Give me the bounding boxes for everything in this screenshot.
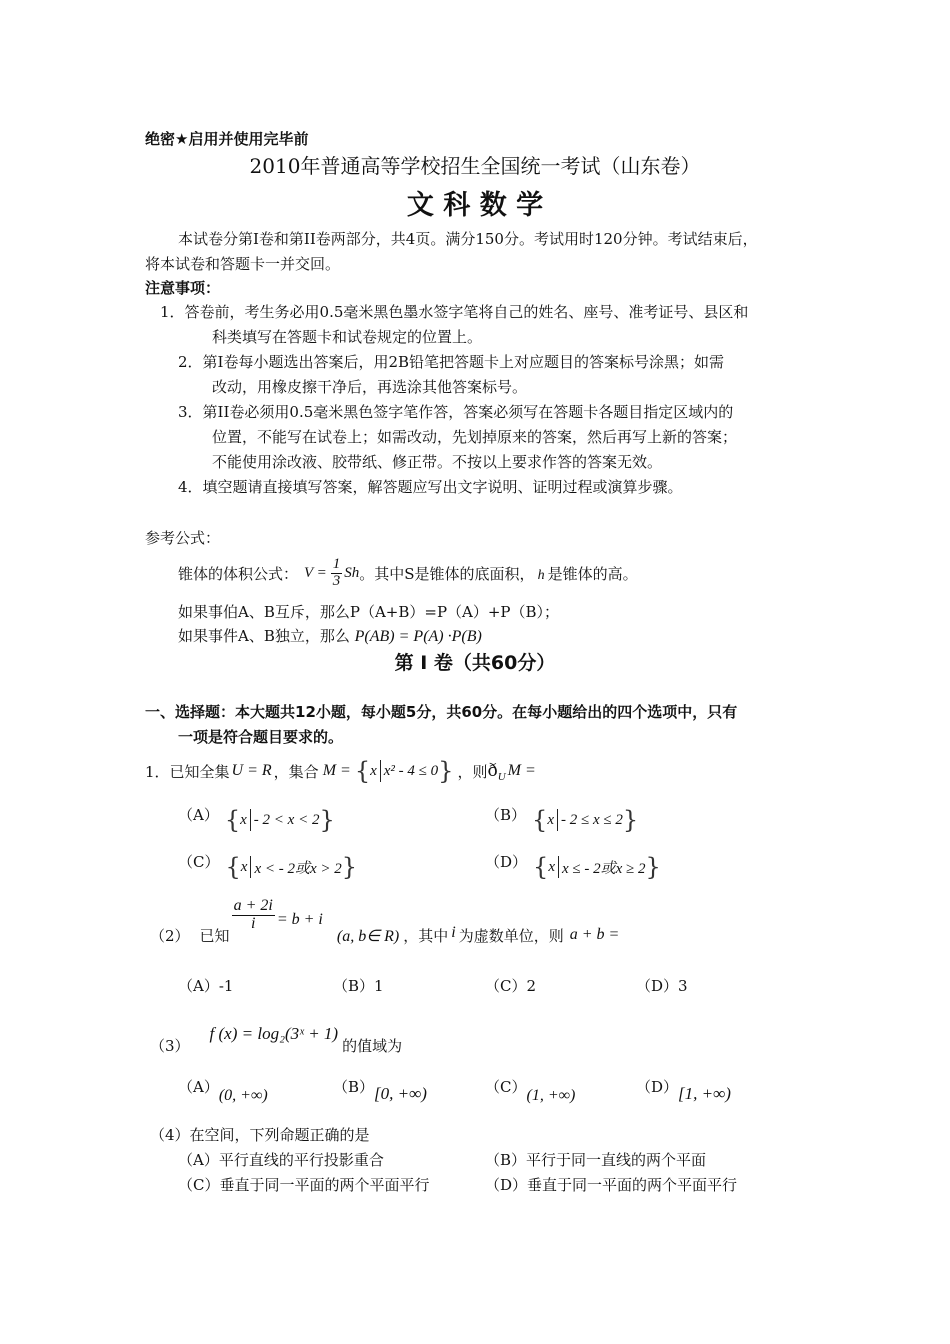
notes-heading: 注意事项： — [145, 279, 221, 297]
intro-line-2: 将本试卷和答题卡一并交回。 — [145, 255, 341, 273]
right-brace-icon: } — [645, 853, 661, 881]
question-4-stem: （4）在空间，下列命题正确的是 — [150, 1126, 370, 1144]
option-value: 3 — [678, 977, 688, 995]
q2-label: （2） — [150, 927, 190, 945]
option-label: （D） — [636, 1078, 679, 1096]
q2-equals: = b + i — [276, 911, 323, 928]
option-condition: x < - 2或x > 2 — [254, 860, 342, 877]
indep-prefix: 如果事件A、B独立，那么 — [178, 627, 350, 645]
q4-option-d[interactable] — [485, 1174, 737, 1195]
q2-ask: a + b = — [569, 926, 620, 943]
q1-option-d[interactable] — [485, 852, 661, 882]
q1-mid: ，集合 — [273, 762, 319, 781]
q2-imag-unit: i — [451, 924, 456, 941]
note-4: 4．填空题请直接填写答案，解答题应写出文字说明、证明过程或演算步骤。 — [178, 478, 683, 496]
q1-option-b[interactable] — [485, 805, 638, 835]
q2-option-c[interactable] — [485, 975, 536, 996]
option-value: 1 — [374, 977, 384, 995]
option-x: x — [548, 858, 555, 875]
note-1-line-2: 科类填写在答题卡和试卷规定的位置上。 — [212, 328, 483, 346]
q2-denominator: i — [250, 914, 256, 932]
option-label: （D） — [485, 1176, 528, 1194]
option-value: [0, +∞) — [374, 1084, 427, 1103]
set-bar-icon — [557, 809, 558, 831]
exclusive-events-formula: 如果事伯A、B互斥，那么P（A+B）=P（A）+P（B）； — [178, 603, 560, 621]
option-x: x — [547, 811, 554, 828]
q4-option-c[interactable] — [178, 1174, 430, 1195]
cone-suffix-a: 。其中S是锥体的底面积， — [359, 564, 535, 583]
cone-sh: Sh — [344, 564, 360, 581]
option-value: -1 — [218, 977, 234, 995]
right-brace-icon: } — [341, 853, 358, 881]
cone-prefix: 锥体的体积公式： — [178, 564, 299, 583]
option-label: （A） — [178, 977, 219, 995]
complement-subscript: U — [497, 771, 506, 783]
q1-universal-set: U = R — [231, 762, 272, 779]
fraction-numerator: 1 — [332, 555, 341, 572]
right-brace-icon: } — [438, 757, 454, 785]
left-brace-icon: { — [225, 853, 241, 881]
independent-events-formula — [178, 625, 482, 646]
q3-option-a[interactable] — [178, 1076, 268, 1110]
right-brace-icon: } — [319, 806, 335, 834]
option-label: （B） — [485, 805, 527, 824]
set-bar-icon — [250, 856, 251, 878]
option-label: （B） — [333, 977, 375, 995]
note-3-line-2: 位置，不能写在试卷上；如需改动，先划掉原来的答案，然后再写上新的答案； — [212, 428, 738, 446]
q4-option-a[interactable] — [178, 1149, 384, 1170]
q1-option-c[interactable] — [178, 852, 357, 882]
left-brace-icon: { — [533, 853, 549, 881]
q1-x: x — [370, 762, 377, 779]
q3-label: （3） — [150, 1037, 190, 1055]
option-value: 2 — [526, 977, 537, 995]
question-3-stem — [150, 1024, 402, 1058]
option-label: （D） — [636, 977, 679, 995]
q2-fraction — [232, 898, 275, 933]
option-condition: - 2 ≤ x ≤ 2 — [560, 811, 623, 828]
q2-known: 已知 — [199, 927, 230, 945]
q3-option-b[interactable] — [333, 1076, 427, 1110]
option-text: 垂直于同一平面的两个平面平行 — [219, 1176, 430, 1194]
part-one-title: 第 Ⅰ 卷（共60分） — [394, 652, 556, 674]
subject-title: 文 科 数 学 — [406, 190, 544, 221]
q2-tail: 为虚数单位，则 — [458, 927, 564, 945]
exam-title: 2010年普通高等学校招生全国统一考试（山东卷） — [249, 154, 701, 178]
cone-v: V = — [304, 564, 327, 581]
cone-volume-formula — [178, 552, 638, 594]
q2-option-d[interactable] — [636, 975, 688, 996]
right-brace-icon: } — [622, 806, 639, 834]
q2-domain: (a, b∈ R) — [336, 928, 400, 945]
q2-mid: ，其中 — [403, 927, 449, 945]
option-value: (1, +∞) — [526, 1087, 576, 1104]
cone-h: h — [537, 568, 545, 583]
left-brace-icon: { — [224, 806, 241, 834]
section-instructions-line-1: 一、选择题：本大题共12小题，每小题5分，共60分。在每小题给出的四个选项中，只有 — [145, 703, 738, 721]
secret-notice: 绝密★启用并使用完毕前 — [145, 130, 309, 148]
option-label: （A） — [178, 1078, 219, 1096]
option-label: （D） — [485, 852, 528, 871]
q2-numerator: a + 2i — [233, 897, 273, 914]
q3-function: f (x) = log₂(3ˣ + 1) — [209, 1024, 339, 1043]
q1-m2: M = — [507, 762, 536, 779]
note-2-line-2: 改动，用橡皮擦干净后，再选涂其他答案标号。 — [212, 378, 528, 396]
section-instructions-line-2: 一项是符合题目要求的。 — [178, 728, 344, 746]
note-1-line-1: 1．答卷前，考生务必用0.5毫米黑色墨水签字笔将自己的姓名、座号、准考证号、县区和 — [160, 303, 749, 321]
q1-condition: x² - 4 ≤ 0 — [383, 762, 439, 779]
q1-prefix: 1．已知全集 — [145, 762, 230, 781]
q1-option-a[interactable] — [178, 805, 335, 835]
intro-line-1: 本试卷分第I卷和第II卷两部分，共4页。满分150分。考试用时120分钟。考试结束后， — [178, 230, 758, 248]
fraction-denominator: 3 — [332, 572, 341, 589]
complement-symbol: ð — [487, 761, 498, 781]
left-brace-icon: { — [354, 757, 371, 785]
one-third-fraction — [331, 557, 343, 590]
q2-option-a[interactable] — [178, 975, 233, 996]
question-2-stem — [150, 898, 619, 952]
option-x: x — [240, 811, 247, 828]
option-label: （C） — [178, 852, 220, 871]
option-condition: x ≤ - 2或x ≥ 2 — [561, 860, 646, 877]
option-label: （C） — [178, 1176, 220, 1194]
note-2-line-1: 2．第I卷每小题选出答案后，用2B铅笔把答题卡上对应题目的答案标号涂黑；如需 — [178, 353, 725, 371]
q3-tail: 的值域为 — [342, 1037, 403, 1055]
option-text: 平行直线的平行投影重合 — [218, 1151, 384, 1169]
option-value: (0, +∞) — [218, 1087, 268, 1104]
cone-suffix-b: 是锥体的高。 — [547, 564, 638, 583]
indep-formula: P(AB) = P(A) ·P(B) — [354, 628, 482, 645]
set-bar-icon — [558, 856, 559, 878]
q1-then: ，则 — [457, 762, 488, 781]
q4-option-b[interactable] — [485, 1149, 706, 1170]
option-label: （B） — [333, 1078, 375, 1096]
q3-option-d[interactable] — [636, 1076, 731, 1110]
q1-set-m: M = — [322, 762, 351, 779]
left-brace-icon: { — [532, 806, 548, 834]
question-1-stem — [145, 756, 536, 786]
option-x: x — [240, 858, 248, 875]
option-label: （A） — [178, 1151, 219, 1169]
option-text: 垂直于同一平面的两个平面平行 — [527, 1176, 738, 1194]
option-label: （A） — [178, 805, 219, 824]
q2-option-b[interactable] — [333, 975, 384, 996]
option-text: 平行于同一直线的两个平面 — [526, 1151, 707, 1169]
option-label: （C） — [485, 1078, 527, 1096]
formulas-heading: 参考公式： — [145, 529, 221, 547]
option-condition: - 2 < x < 2 — [253, 811, 320, 828]
q3-option-c[interactable] — [485, 1076, 575, 1110]
option-label: （B） — [485, 1151, 527, 1169]
option-label: （C） — [485, 977, 527, 995]
note-3-line-3: 不能使用涂改液、胶带纸、修正带。不按以上要求作答的答案无效。 — [212, 453, 663, 471]
note-3-line-1: 3．第II卷必须用0.5毫米黑色签字笔作答，答案必须写在答题卡各题目指定区域内的 — [178, 403, 734, 421]
set-bar-icon — [250, 809, 251, 831]
set-bar-icon — [380, 760, 381, 782]
option-value: [1, +∞) — [678, 1084, 731, 1103]
